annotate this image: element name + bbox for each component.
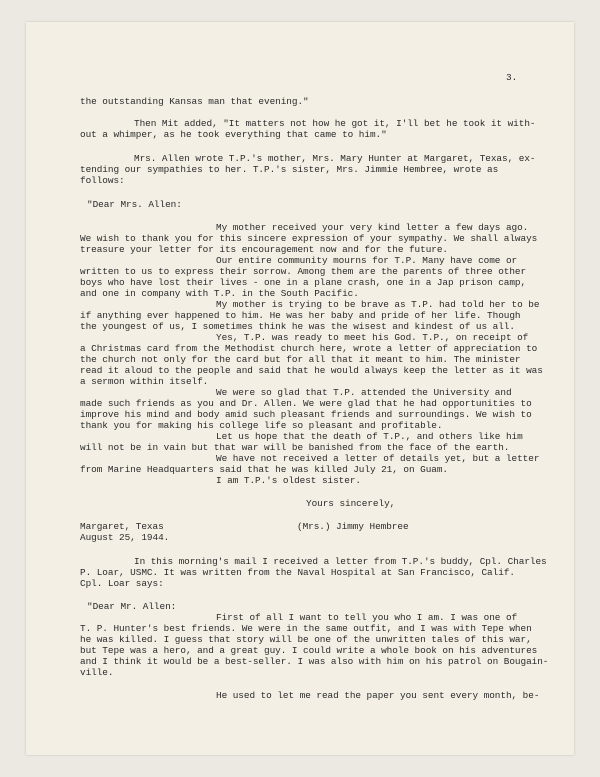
text-line: read it aloud to the people and said that he would always keep the letter as it was (80, 365, 543, 376)
text-line: the youngest of us, I sometimes think he was the wisest and kindest of us all. (80, 321, 515, 332)
text-line: We were so glad that T.P. attended the University and (216, 387, 512, 398)
text-line: We have not received a letter of details yet, but a letter (216, 453, 540, 464)
text-line: Our entire community mourns for T.P. Many have come or (216, 255, 518, 266)
text-line: improve his mind and body amid such pleasant friends and surroundings. We wish to (80, 409, 532, 420)
page-number: 3. (506, 72, 518, 83)
text-line: Then Mit added, "It matters not how he got it, I'll bet he took it with- (134, 118, 536, 129)
text-line: Yes, T.P. was ready to meet his God. T.P., on receipt of (216, 332, 529, 343)
text-line: the outstanding Kansas man that evening." (80, 96, 309, 107)
letter-place: Margaret, Texas (80, 521, 164, 532)
letter-closing: Yours sincerely, (306, 498, 396, 509)
text-line: Mrs. Allen wrote T.P.'s mother, Mrs. Mary Hunter at Margaret, Texas, ex- (134, 153, 536, 164)
text-line: will not be in vain but that war will be banished from the face of the earth. (80, 442, 510, 453)
text-line: and one in company with T.P. in the South Pacific. (80, 288, 359, 299)
text-line: I am T.P.'s oldest sister. (216, 475, 361, 486)
text-line: Let us hope that the death of T.P., and others like him (216, 431, 523, 442)
text-line: and I think it would be a best-seller. I was also with him on his patrol on Bougain- (80, 656, 549, 667)
text-line: but Tepe was a hero, and a great guy. I could write a whole book on his adventures (80, 645, 538, 656)
text-line: My mother is trying to be brave as T.P. had told her to be (216, 299, 540, 310)
letter-signature: (Mrs.) Jimmy Hembree (297, 521, 409, 532)
text-line: boys who have lost their lives - one in a plane crash, one in a Jap prison camp, (80, 277, 527, 288)
text-line: treasure your letter for its encouragement now and for the future. (80, 244, 449, 255)
text-line: follows: (80, 175, 125, 186)
text-line: Cpl. Loar says: (80, 578, 164, 589)
text-line: He used to let me read the paper you sent every month, be- (216, 690, 540, 701)
text-line: a Christmas card from the Methodist church here, wrote a letter of appreciation to (80, 343, 538, 354)
text-line: thank you for making his college life so pleasant and profitable. (80, 420, 443, 431)
text-line: T. P. Hunter's best friends. We were in the same outfit, and I was with Tepe when (80, 623, 532, 634)
text-line: made such friends as you and Dr. Allen. We were glad that he had opportunities to (80, 398, 532, 409)
text-line: P. Loar, USMC. It was written from the Naval Hospital at San Francisco, Calif. (80, 567, 515, 578)
text-line: from Marine Headquarters said that he was killed July 21, on Guam. (80, 464, 449, 475)
letter-date: August 25, 1944. (80, 532, 170, 543)
text-line: out a whimper, as he took everything that came to him." (80, 129, 387, 140)
text-line: if anything ever happened to him. He was her baby and pride of her life. Though (80, 310, 521, 321)
text-line: We wish to thank you for this sincere expression of your sympathy. We shall always (80, 233, 538, 244)
text-line: ville. (80, 667, 114, 678)
text-line: he was killed. I guess that story will be one of the unwritten tales of this war, (80, 634, 532, 645)
text-line: First of all I want to tell you who I am. I was one of (216, 612, 518, 623)
text-line: the church not only for the card but for all that it meant to him. The minister (80, 354, 521, 365)
letter-salutation: "Dear Mr. Allen: (87, 601, 177, 612)
text-line: In this morning's mail I received a letter from T.P.'s buddy, Cpl. Charles (134, 556, 547, 567)
letter-salutation: "Dear Mrs. Allen: (87, 199, 182, 210)
text-line: tending our sympathies to her. T.P.'s sister, Mrs. Jimmie Hembree, wrote as (80, 164, 499, 175)
text-line: My mother received your very kind letter a few days ago. (216, 222, 529, 233)
text-line: written to us to express their sorrow. Among them are the parents of three other (80, 266, 527, 277)
text-line: a sermon within itself. (80, 376, 209, 387)
